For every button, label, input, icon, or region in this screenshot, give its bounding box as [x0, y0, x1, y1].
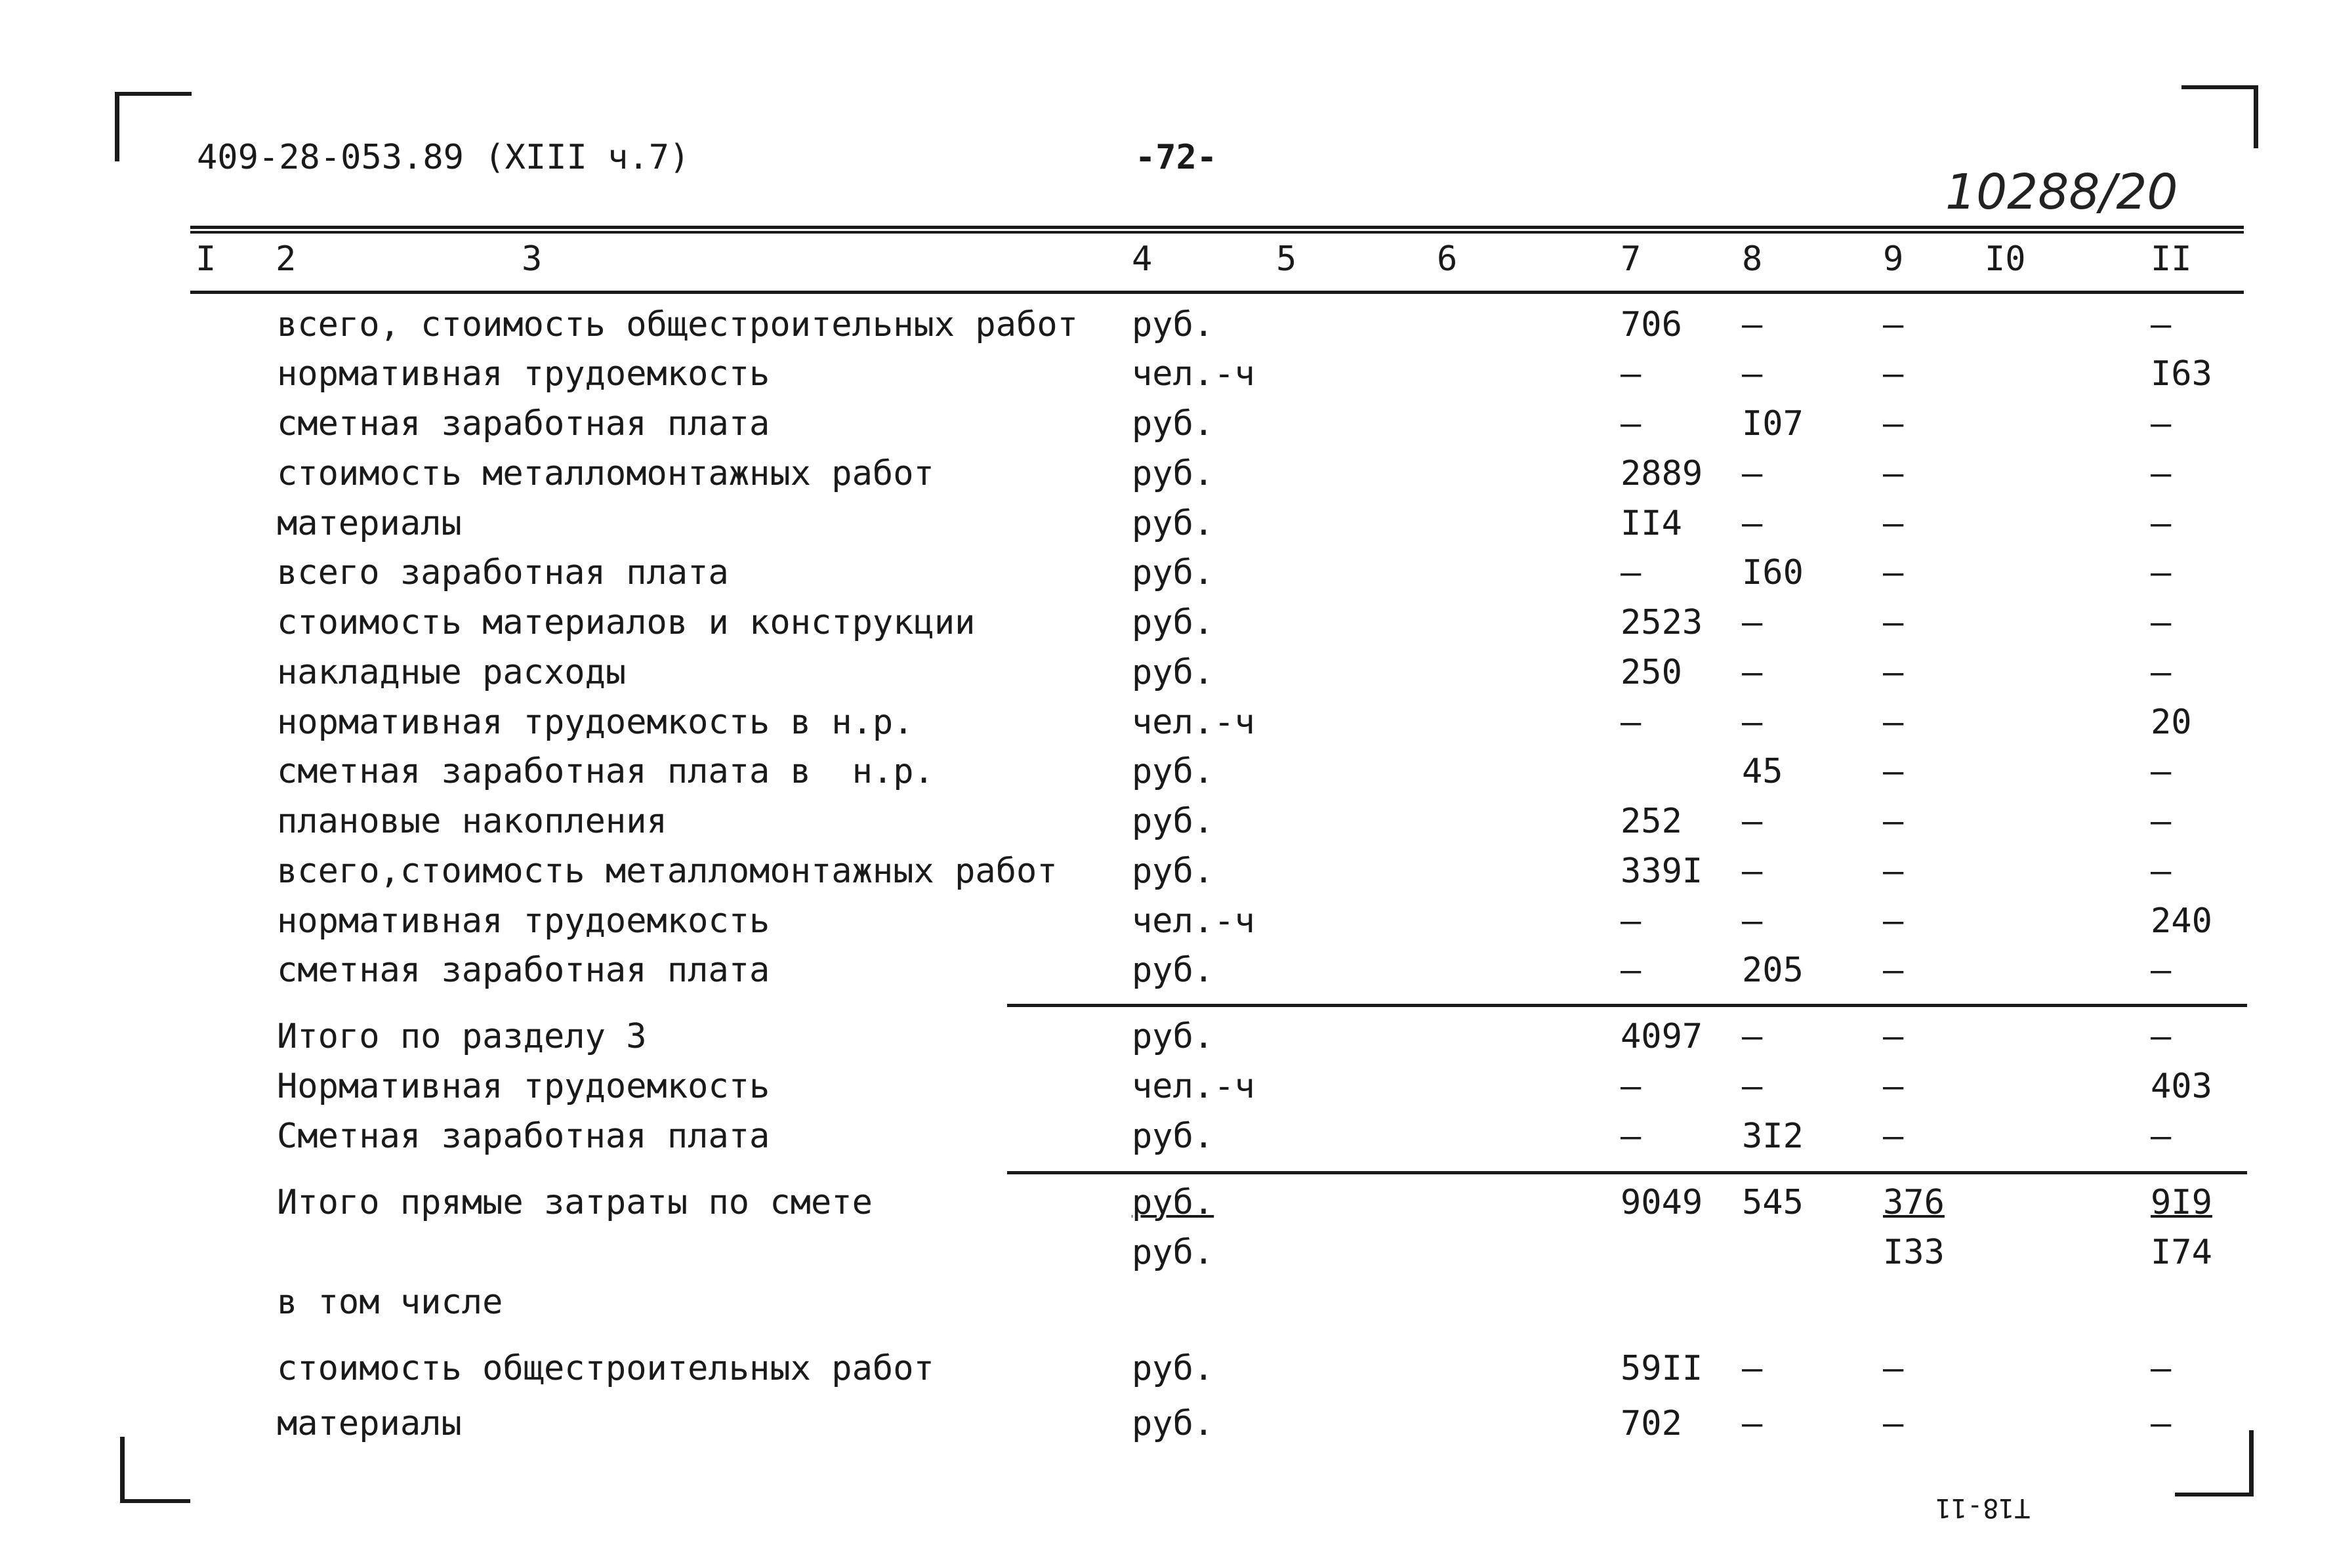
row-unit: руб.	[1132, 504, 1214, 543]
row-col7: 9049	[1621, 1183, 1703, 1222]
row-col11: 240	[2151, 901, 2212, 941]
handwritten-reference: 10288/20	[1945, 164, 2178, 220]
row-unit: руб.	[1132, 951, 1214, 990]
row-unit: руб.	[1132, 852, 1214, 891]
row-col7: –	[1621, 951, 1642, 990]
table-row	[0, 703, 2335, 749]
row-unit: руб.	[1132, 1117, 1214, 1156]
table-row	[0, 653, 2335, 699]
row-col9: –	[1883, 852, 1904, 891]
row-unit: руб.	[1132, 1233, 1214, 1272]
row-col8: –	[1742, 305, 1763, 344]
row-description: плановые накопления	[277, 802, 667, 841]
row-col9: –	[1883, 354, 1904, 394]
row-description: сметная заработная плата в н.р.	[277, 752, 934, 791]
row-description: сметная заработная плата	[277, 951, 770, 990]
row-unit: чел.-ч	[1132, 354, 1255, 394]
row-col11: –	[2151, 1404, 2172, 1443]
row-description: нормативная трудоемкость в н.р.	[277, 703, 914, 742]
table-row	[0, 1233, 2335, 1279]
column-header-5: 5	[1276, 239, 1297, 279]
row-description: материалы	[277, 1404, 462, 1443]
row-unit: руб.	[1132, 752, 1214, 791]
row-col9: –	[1883, 454, 1904, 493]
row-col9: –	[1883, 1117, 1904, 1156]
row-col11: 403	[2151, 1067, 2212, 1106]
row-description: нормативная трудоемкость	[277, 901, 770, 941]
row-col7: –	[1621, 1067, 1642, 1106]
row-description: стоимость материалов и конструкции	[277, 603, 976, 642]
row-unit: руб.	[1132, 1017, 1214, 1056]
row-col8: –	[1742, 653, 1763, 692]
row-col8: I60	[1742, 553, 1804, 592]
row-col8: –	[1742, 354, 1763, 394]
row-col9: –	[1883, 901, 1904, 941]
row-col9: –	[1883, 1017, 1904, 1056]
row-col7: 706	[1621, 305, 1682, 344]
table-row	[0, 603, 2335, 649]
row-description: всего, стоимость общестроительных работ	[277, 305, 1078, 344]
row-col11: –	[2151, 553, 2172, 592]
row-col11: –	[2151, 1349, 2172, 1388]
row-col7: –	[1621, 1117, 1642, 1156]
row-col11: 9I9	[2151, 1183, 2212, 1222]
row-unit: чел.-ч	[1132, 703, 1255, 742]
row-col9: –	[1883, 1349, 1904, 1388]
row-col11: –	[2151, 802, 2172, 841]
row-unit: руб.	[1132, 404, 1214, 444]
grand-total-row	[0, 1183, 2335, 1229]
table-row	[0, 852, 2335, 897]
section-total-row	[0, 1017, 2335, 1063]
row-col9: –	[1883, 553, 1904, 592]
row-col7: 339I	[1621, 852, 1703, 891]
row-col9: –	[1883, 703, 1904, 742]
row-col7: II4	[1621, 504, 1682, 543]
row-col7: 4097	[1621, 1017, 1703, 1056]
row-col11: –	[2151, 305, 2172, 344]
row-col9: –	[1883, 802, 1904, 841]
row-description: всего,стоимость металломонтажных работ	[277, 852, 1058, 891]
row-col8: –	[1742, 802, 1763, 841]
row-col9: –	[1883, 603, 1904, 642]
row-col11: 20	[2151, 703, 2192, 742]
row-description: стоимость общестроительных работ	[277, 1349, 934, 1388]
row-description: нормативная трудоемкость	[277, 354, 770, 394]
row-col9: I33	[1883, 1233, 1945, 1272]
row-col8: 45	[1742, 752, 1783, 791]
row-col7: –	[1621, 354, 1642, 394]
row-col8: –	[1742, 1404, 1763, 1443]
row-col8: –	[1742, 1067, 1763, 1106]
row-col11: –	[2151, 852, 2172, 891]
row-col7: 702	[1621, 1404, 1682, 1443]
column-header-11: II	[2151, 239, 2192, 279]
row-col9: –	[1883, 951, 1904, 990]
row-col11: –	[2151, 1017, 2172, 1056]
row-col8: 545	[1742, 1183, 1804, 1222]
column-header-3: 3	[522, 239, 543, 279]
row-unit: руб.	[1132, 454, 1214, 493]
row-col11: I74	[2151, 1233, 2212, 1272]
row-col11: –	[2151, 504, 2172, 543]
row-unit: руб.	[1132, 1404, 1214, 1443]
row-col9: –	[1883, 653, 1904, 692]
row-col9: –	[1883, 752, 1904, 791]
table-row	[0, 504, 2335, 550]
column-header-1: I	[196, 239, 217, 279]
row-col7: 252	[1621, 802, 1682, 841]
table-row	[0, 1117, 2335, 1163]
row-col9: –	[1883, 504, 1904, 543]
table-row	[0, 901, 2335, 947]
table-row	[0, 951, 2335, 997]
column-header-4: 4	[1132, 239, 1153, 279]
row-col9: –	[1883, 1067, 1904, 1106]
row-col11: I63	[2151, 354, 2212, 394]
row-col11: –	[2151, 603, 2172, 642]
column-header-6: 6	[1437, 239, 1458, 279]
row-col7: –	[1621, 703, 1642, 742]
row-col7: 59II	[1621, 1349, 1703, 1388]
row-description: накладные расходы	[277, 653, 627, 692]
column-header-9: 9	[1883, 239, 1904, 279]
row-unit: руб.	[1132, 305, 1214, 344]
row-col7: 2889	[1621, 454, 1703, 493]
row-description: стоимость металломонтажных работ	[277, 454, 934, 493]
table-row	[0, 553, 2335, 599]
table-row	[0, 1283, 2335, 1329]
row-col11: –	[2151, 454, 2172, 493]
row-col11: –	[2151, 951, 2172, 990]
table-row	[0, 305, 2335, 351]
row-description: Итого по разделу 3	[277, 1017, 647, 1056]
column-header-2: 2	[276, 239, 297, 279]
row-description: Итого прямые затраты по смете	[277, 1183, 873, 1222]
row-col11: –	[2151, 404, 2172, 444]
row-col8: –	[1742, 454, 1763, 493]
row-col9: –	[1883, 1404, 1904, 1443]
document-code: 409-28-053.89 (XIII ч.7)	[197, 138, 690, 177]
row-col11: –	[2151, 752, 2172, 791]
row-unit: руб.	[1132, 1183, 1214, 1222]
row-unit: руб.	[1132, 1349, 1214, 1388]
column-header-10: I0	[1985, 239, 2026, 279]
row-col7: 250	[1621, 653, 1682, 692]
row-col8: –	[1742, 504, 1763, 543]
row-col8: –	[1742, 852, 1763, 891]
row-col11: –	[2151, 1117, 2172, 1156]
row-col8: –	[1742, 1017, 1763, 1056]
row-col9: –	[1883, 305, 1904, 344]
row-description: материалы	[277, 504, 462, 543]
column-header-7: 7	[1621, 239, 1642, 279]
row-unit: руб.	[1132, 603, 1214, 642]
row-description: Нормативная трудоемкость	[277, 1067, 770, 1106]
table-row	[0, 802, 2335, 848]
row-unit: руб.	[1132, 553, 1214, 592]
row-col11: –	[2151, 653, 2172, 692]
table-row	[0, 1067, 2335, 1113]
bottom-stamp: T18-11	[1935, 1493, 2031, 1523]
row-col8: I07	[1742, 404, 1804, 444]
row-col8: –	[1742, 603, 1763, 642]
row-description: сметная заработная плата	[277, 404, 770, 444]
row-col8: –	[1742, 901, 1763, 941]
table-row	[0, 752, 2335, 798]
row-col8: –	[1742, 703, 1763, 742]
row-col9: 376	[1883, 1183, 1945, 1222]
row-unit: чел.-ч	[1132, 901, 1255, 941]
table-row	[0, 404, 2335, 450]
row-description: всего заработная плата	[277, 553, 729, 592]
row-col8: 205	[1742, 951, 1804, 990]
row-unit: чел.-ч	[1132, 1067, 1255, 1106]
row-col7: –	[1621, 404, 1642, 444]
page-number: -72-	[1135, 138, 1218, 177]
table-row	[0, 454, 2335, 500]
row-col7: –	[1621, 553, 1642, 592]
row-col8: 3I2	[1742, 1117, 1804, 1156]
row-unit: руб.	[1132, 653, 1214, 692]
table-row	[0, 1404, 2335, 1450]
row-unit: руб.	[1132, 802, 1214, 841]
table-row	[0, 1349, 2335, 1395]
row-col9: –	[1883, 404, 1904, 444]
row-description: Сметная заработная плата	[277, 1117, 770, 1156]
row-description: в том числе	[277, 1283, 503, 1322]
column-header-8: 8	[1742, 239, 1763, 279]
table-row	[0, 354, 2335, 400]
row-col7: –	[1621, 901, 1642, 941]
row-col8: –	[1742, 1349, 1763, 1388]
row-col7: 2523	[1621, 603, 1703, 642]
